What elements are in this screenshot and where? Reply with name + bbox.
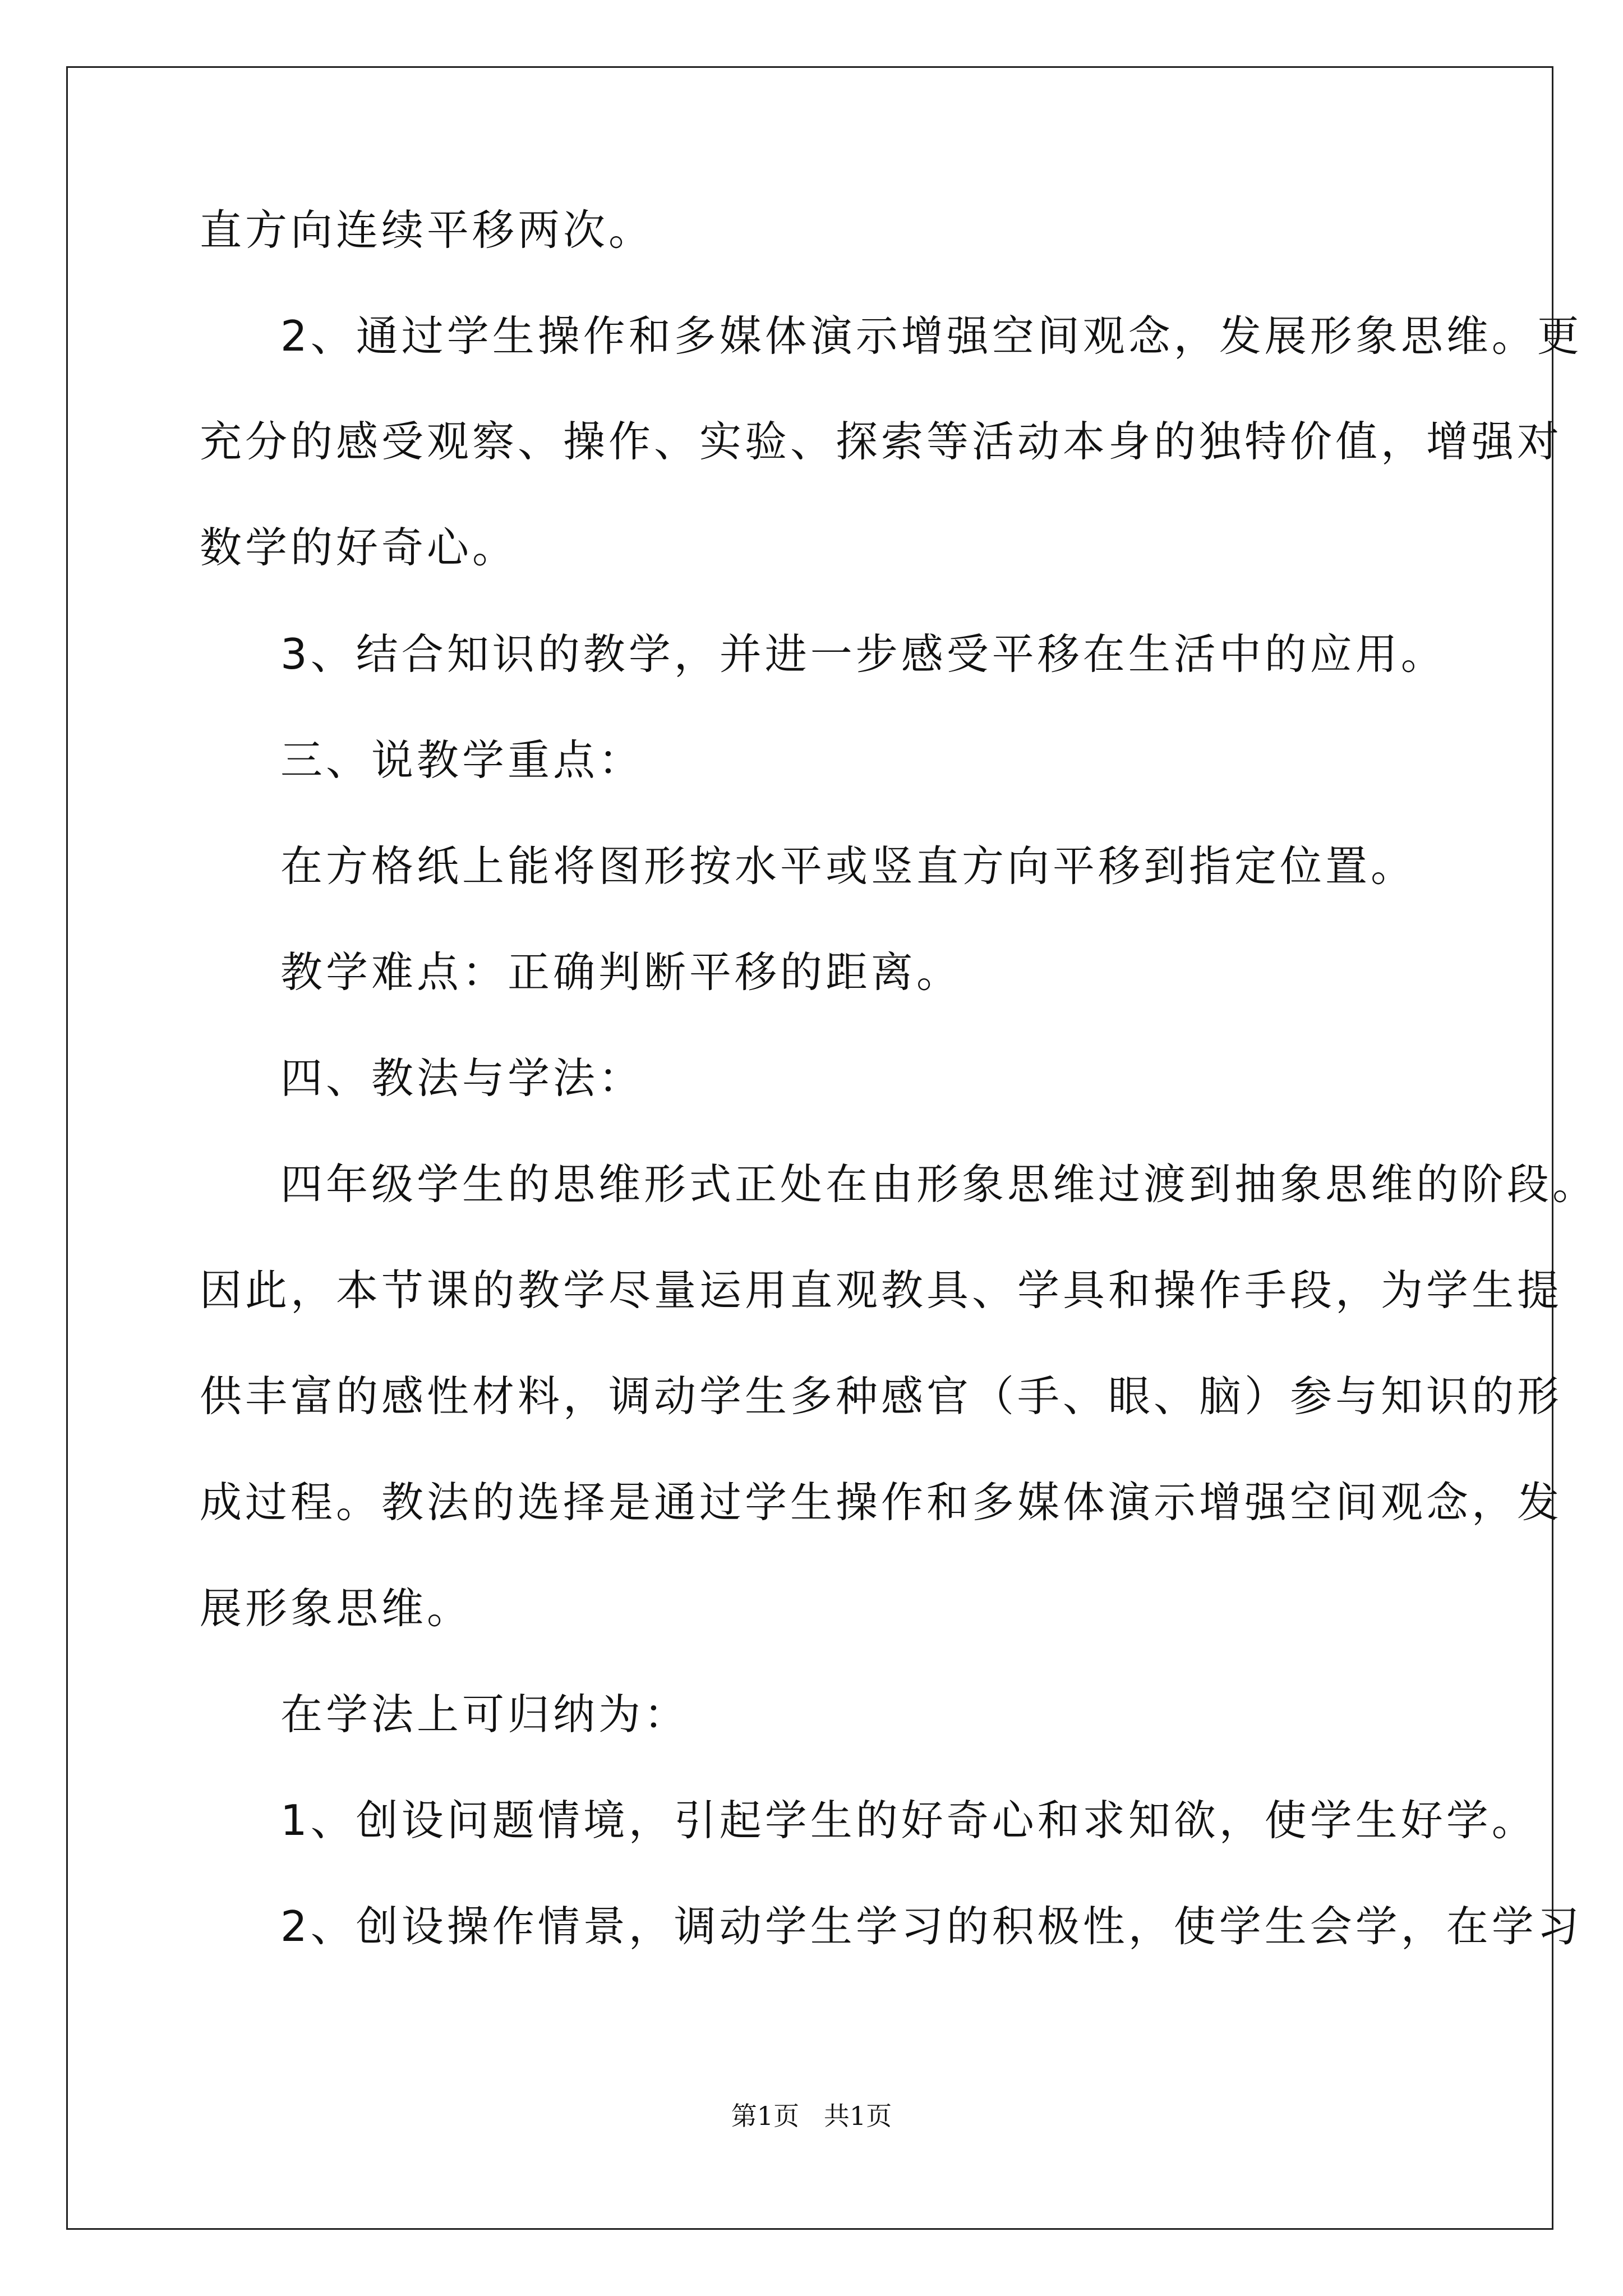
text-line: 教学难点：正确判断平移的距离。 [280,947,962,997]
text-line: 四年级学生的思维形式正处在由形象思维过渡到抽象思维的阶段。 [280,1159,1598,1209]
text-line: 充分的感受观察、操作、实验、探索等活动本身的独特价值，增强对 [200,417,1563,466]
text-line: 在方格纸上能将图形按水平或竖直方向平移到指定位置。 [280,841,1417,891]
text-line: 直方向连续平移两次。 [200,205,654,255]
text-line: 三、说教学重点： [280,735,644,785]
page-number-footer: 第1页 共1页 [731,2101,892,2131]
text-line: 供丰富的感性材料，调动学生多种感官（手、眼、脑）参与知识的形 [200,1372,1563,1421]
text-line: 3、结合知识的教学，并进一步感受平移在生活中的应用。 [280,629,1446,679]
text-line: 展形象思维。 [200,1584,473,1633]
text-line: 在学法上可归纳为： [280,1690,690,1739]
text-line: 1、创设问题情境，引起学生的好奇心和求知欲，使学生好学。 [280,1796,1537,1845]
text-line: 四、教法与学法： [280,1053,644,1103]
text-line: 因此，本节课的教学尽量运用直观教具、学具和操作手段，为学生提 [200,1266,1563,1315]
text-line: 2、通过学生操作和多媒体演示增强空间观念，发展形象思维。更 [280,311,1583,361]
text-line: 2、创设操作情景，调动学生学习的积极性，使学生会学，在学习 [280,1902,1583,1951]
text-line: 成过程。教法的选择是通过学生操作和多媒体演示增强空间观念，发 [200,1478,1563,1527]
text-line: 数学的好奇心。 [200,523,518,572]
